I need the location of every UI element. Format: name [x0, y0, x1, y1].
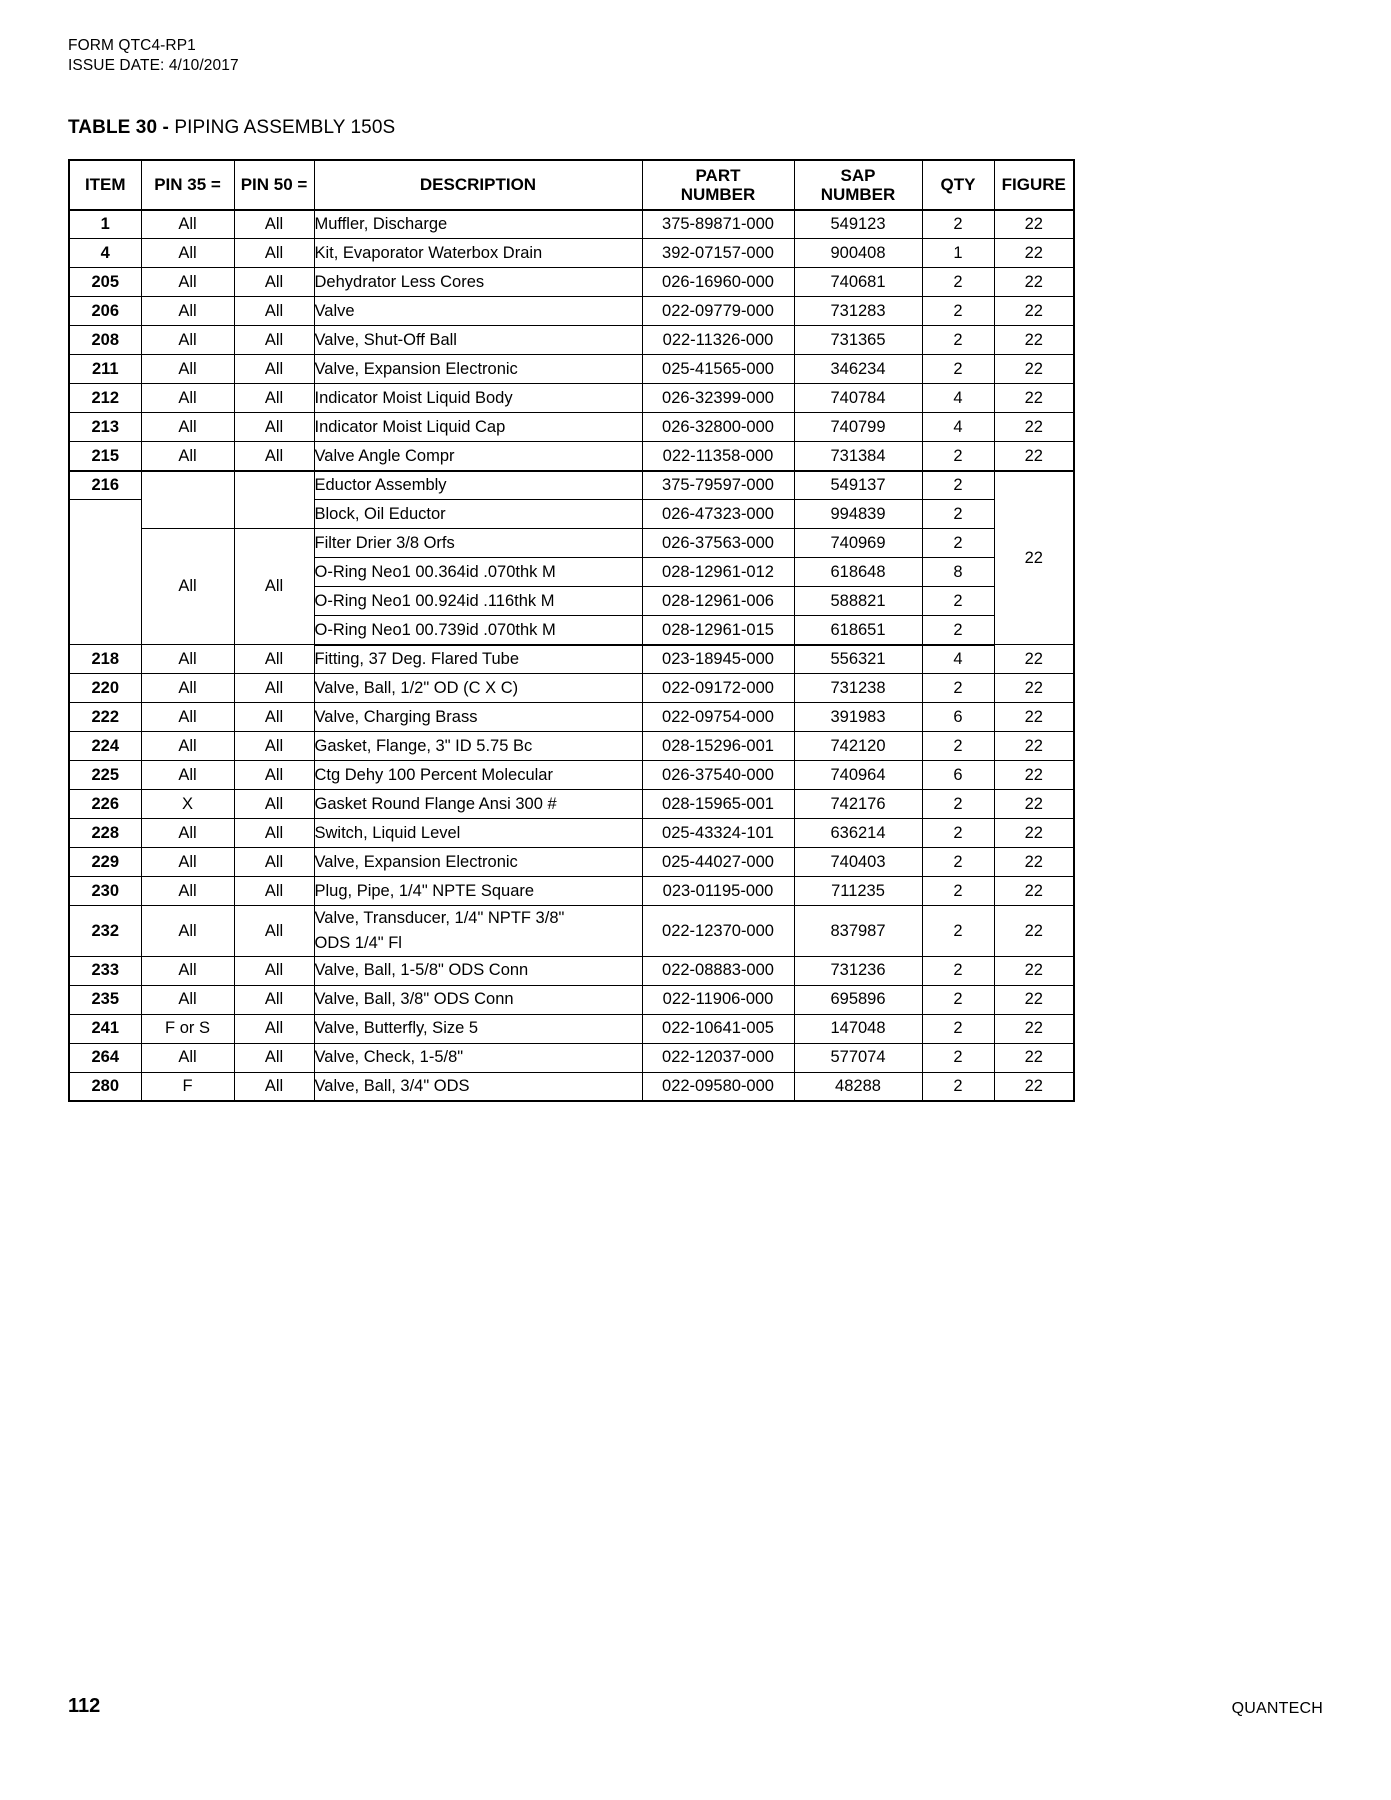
cell-part-number: 026-16960-000 [642, 268, 794, 297]
table-row-group-216 [69, 529, 1074, 558]
table-row [69, 297, 1074, 326]
cell-pin35: X [141, 790, 234, 819]
cell-description: Valve, Check, 1-5/8" [314, 1043, 642, 1072]
cell-qty: 6 [922, 703, 994, 732]
cell-sap-number: 147048 [794, 1014, 922, 1043]
cell-pin50: All [234, 239, 314, 268]
table-row [69, 674, 1074, 703]
cell-pin35: All [141, 355, 234, 384]
cell-sap-number: 742176 [794, 790, 922, 819]
cell-sap-number: 588821 [794, 587, 922, 616]
cell-qty: 2 [922, 529, 994, 558]
cell-part-number: 022-12370-000 [642, 906, 794, 957]
cell-description: O-Ring Neo1 00.364id .070thk M [314, 558, 642, 587]
table-title-label: TABLE 30 - [68, 116, 169, 138]
cell-part-number: 022-09754-000 [642, 703, 794, 732]
cell-description: Valve, Ball, 3/4" ODS [314, 1072, 642, 1101]
cell-description: Valve, Butterfly, Size 5 [314, 1014, 642, 1043]
cell-pin50: All [234, 674, 314, 703]
cell-pin35: All [141, 732, 234, 761]
cell-pin35: All [141, 326, 234, 355]
cell-qty: 6 [922, 761, 994, 790]
cell-description: O-Ring Neo1 00.924id .116thk M [314, 587, 642, 616]
cell-qty: 2 [922, 442, 994, 471]
cell-pin35: All [141, 442, 234, 471]
table-title-name: PIPING ASSEMBLY 150S [174, 116, 396, 138]
cell-item: 235 [69, 985, 141, 1014]
table-row-group-216 [69, 471, 1074, 500]
cell-sap-number: 618648 [794, 558, 922, 587]
cell-part-number: 028-12961-006 [642, 587, 794, 616]
cell-description: Fitting, 37 Deg. Flared Tube [314, 645, 642, 674]
cell-figure: 22 [994, 384, 1074, 413]
brand-name: QUANTECH [1231, 1700, 1323, 1717]
cell-description: Indicator Moist Liquid Cap [314, 413, 642, 442]
cell-qty: 2 [922, 1043, 994, 1072]
cell-sap-number: 740969 [794, 529, 922, 558]
cell-figure: 22 [994, 326, 1074, 355]
cell-qty: 4 [922, 645, 994, 674]
cell-sap-number: 391983 [794, 703, 922, 732]
cell-item: 4 [69, 239, 141, 268]
cell-description [314, 906, 642, 957]
cell-sap-number: 994839 [794, 500, 922, 529]
cell-pin50: All [234, 1043, 314, 1072]
cell-item: 222 [69, 703, 141, 732]
document-header [68, 36, 1323, 77]
cell-item: 226 [69, 790, 141, 819]
table-row [69, 819, 1074, 848]
issue-date: ISSUE DATE: 4/10/2017 [68, 57, 239, 75]
cell-figure: 22 [994, 985, 1074, 1014]
column-header-item: ITEM [69, 160, 141, 210]
cell-part-number: 028-15296-001 [642, 732, 794, 761]
cell-pin50: All [234, 956, 314, 985]
cell-sap-number: 740784 [794, 384, 922, 413]
cell-qty: 2 [922, 268, 994, 297]
cell-description: Valve Angle Compr [314, 442, 642, 471]
header-row [69, 160, 1074, 210]
cell-qty: 2 [922, 500, 994, 529]
table-row [69, 956, 1074, 985]
cell-figure: 22 [994, 268, 1074, 297]
form-code: FORM QTC4-RP1 [68, 37, 196, 54]
cell-pin35: All [141, 761, 234, 790]
cell-item: 241 [69, 1014, 141, 1043]
cell-qty: 2 [922, 674, 994, 703]
cell-item: 205 [69, 268, 141, 297]
cell-part-number: 026-32399-000 [642, 384, 794, 413]
cell-part-number: 026-37563-000 [642, 529, 794, 558]
cell-description: Muffler, Discharge [314, 210, 642, 239]
cell-qty: 2 [922, 326, 994, 355]
table-row [69, 384, 1074, 413]
column-header-part-number: PART NUMBER [642, 160, 794, 210]
cell-item: 224 [69, 732, 141, 761]
cell-figure: 22 [994, 355, 1074, 384]
page-footer [68, 1695, 1323, 1718]
cell-pin35-spacer [141, 471, 234, 529]
cell-sap-number: 618651 [794, 616, 922, 645]
cell-qty: 2 [922, 848, 994, 877]
cell-figure: 22 [994, 239, 1074, 268]
cell-figure: 22 [994, 761, 1074, 790]
cell-part-number: 025-41565-000 [642, 355, 794, 384]
cell-sap-number: 556321 [794, 645, 922, 674]
table-row [69, 326, 1074, 355]
page-number: 112 [68, 1695, 101, 1717]
cell-sap-number: 731236 [794, 956, 922, 985]
cell-part-number: 023-18945-000 [642, 645, 794, 674]
cell-description: Switch, Liquid Level [314, 819, 642, 848]
table-row [69, 985, 1074, 1014]
cell-pin35: All [141, 985, 234, 1014]
cell-pin50: All [234, 819, 314, 848]
cell-pin50-spacer [234, 471, 314, 529]
cell-description: Ctg Dehy 100 Percent Molecular [314, 761, 642, 790]
cell-pin35: All [141, 819, 234, 848]
cell-pin35: All [141, 413, 234, 442]
cell-description: Gasket, Flange, 3" ID 5.75 Bc [314, 732, 642, 761]
cell-part-number: 375-79597-000 [642, 471, 794, 500]
table-body [69, 210, 1074, 1102]
cell-pin35: All [141, 384, 234, 413]
cell-pin35: All [141, 210, 234, 239]
cell-pin50: All [234, 1014, 314, 1043]
cell-figure: 22 [994, 1072, 1074, 1101]
cell-pin35: All [141, 297, 234, 326]
cell-pin50: All [234, 906, 314, 957]
cell-qty: 2 [922, 616, 994, 645]
cell-pin35: All [141, 848, 234, 877]
cell-part-number: 026-47323-000 [642, 500, 794, 529]
column-header-figure: FIGURE [994, 160, 1074, 210]
description-line-1: Valve, Transducer, 1/4" NPTF 3/8" [314, 909, 565, 928]
cell-pin35: All [141, 239, 234, 268]
cell-part-number: 023-01195-000 [642, 877, 794, 906]
cell-sap-number: 837987 [794, 906, 922, 957]
cell-sap-number: 740799 [794, 413, 922, 442]
table-row [69, 1043, 1074, 1072]
cell-sap-number: 731365 [794, 326, 922, 355]
cell-qty: 2 [922, 471, 994, 500]
cell-part-number: 026-32800-000 [642, 413, 794, 442]
cell-qty: 2 [922, 790, 994, 819]
cell-part-number: 022-09779-000 [642, 297, 794, 326]
cell-figure: 22 [994, 471, 1074, 645]
cell-item: 230 [69, 877, 141, 906]
table-row [69, 268, 1074, 297]
cell-sap-number: 695896 [794, 985, 922, 1014]
cell-figure: 22 [994, 848, 1074, 877]
cell-part-number: 022-10641-005 [642, 1014, 794, 1043]
cell-figure: 22 [994, 645, 1074, 674]
cell-pin50: All [234, 985, 314, 1014]
cell-figure: 22 [994, 674, 1074, 703]
cell-figure: 22 [994, 790, 1074, 819]
cell-description: Valve [314, 297, 642, 326]
cell-description: Valve, Expansion Electronic [314, 848, 642, 877]
cell-sap-number: 549137 [794, 471, 922, 500]
table-row [69, 355, 1074, 384]
cell-qty: 4 [922, 413, 994, 442]
cell-pin50: All [234, 848, 314, 877]
cell-description: Gasket Round Flange Ansi 300 # [314, 790, 642, 819]
cell-qty: 2 [922, 877, 994, 906]
cell-description: Valve, Ball, 3/8" ODS Conn [314, 985, 642, 1014]
cell-figure: 22 [994, 1014, 1074, 1043]
table-row [69, 239, 1074, 268]
cell-pin35: All [141, 268, 234, 297]
cell-sap-number: 742120 [794, 732, 922, 761]
cell-pin35: All [141, 645, 234, 674]
column-header-pin35: PIN 35 = [141, 160, 234, 210]
cell-pin50: All [234, 413, 314, 442]
cell-item: 225 [69, 761, 141, 790]
cell-part-number: 392-07157-000 [642, 239, 794, 268]
cell-part-number: 026-37540-000 [642, 761, 794, 790]
cell-figure: 22 [994, 1043, 1074, 1072]
cell-item: 211 [69, 355, 141, 384]
cell-item: 216 [69, 471, 141, 500]
table-row [69, 210, 1074, 239]
cell-description: Indicator Moist Liquid Body [314, 384, 642, 413]
cell-sap-number: 346234 [794, 355, 922, 384]
cell-figure: 22 [994, 210, 1074, 239]
cell-pin50: All [234, 297, 314, 326]
cell-description: Valve, Charging Brass [314, 703, 642, 732]
cell-item: 213 [69, 413, 141, 442]
cell-sap-number: 549123 [794, 210, 922, 239]
cell-item: 280 [69, 1072, 141, 1101]
cell-item: 229 [69, 848, 141, 877]
cell-item: 212 [69, 384, 141, 413]
table-row [69, 1014, 1074, 1043]
table-row [69, 413, 1074, 442]
parts-table [68, 159, 1075, 1103]
table-row [69, 732, 1074, 761]
cell-figure: 22 [994, 732, 1074, 761]
cell-sap-number: 740964 [794, 761, 922, 790]
cell-part-number: 028-15965-001 [642, 790, 794, 819]
cell-description: Kit, Evaporator Waterbox Drain [314, 239, 642, 268]
table-row [69, 703, 1074, 732]
cell-qty: 2 [922, 297, 994, 326]
cell-part-number: 375-89871-000 [642, 210, 794, 239]
cell-pin50: All [234, 1072, 314, 1101]
cell-sap-number: 740403 [794, 848, 922, 877]
table-header [69, 160, 1074, 210]
cell-qty: 2 [922, 956, 994, 985]
column-header-qty: QTY [922, 160, 994, 210]
cell-pin35: F [141, 1072, 234, 1101]
cell-pin50: All [234, 732, 314, 761]
cell-description: Dehydrator Less Cores [314, 268, 642, 297]
table-row [69, 442, 1074, 471]
cell-pin50: All [234, 326, 314, 355]
cell-description: Filter Drier 3/8 Orfs [314, 529, 642, 558]
column-header-description: DESCRIPTION [314, 160, 642, 210]
cell-description: Valve, Ball, 1/2" OD (C X C) [314, 674, 642, 703]
cell-item: 206 [69, 297, 141, 326]
cell-qty: 8 [922, 558, 994, 587]
cell-part-number: 022-11326-000 [642, 326, 794, 355]
table-row [69, 761, 1074, 790]
cell-pin35: All [141, 674, 234, 703]
cell-qty: 1 [922, 239, 994, 268]
cell-pin35: All [141, 906, 234, 957]
cell-description: Valve, Shut-Off Ball [314, 326, 642, 355]
cell-part-number: 025-44027-000 [642, 848, 794, 877]
cell-sap-number: 900408 [794, 239, 922, 268]
cell-figure: 22 [994, 413, 1074, 442]
cell-pin35: All [141, 529, 234, 645]
cell-qty: 2 [922, 985, 994, 1014]
cell-figure: 22 [994, 703, 1074, 732]
cell-part-number: 022-09580-000 [642, 1072, 794, 1101]
cell-pin35: All [141, 1043, 234, 1072]
table-row [69, 1072, 1074, 1101]
cell-figure: 22 [994, 297, 1074, 326]
cell-figure: 22 [994, 877, 1074, 906]
cell-description: Valve, Ball, 1-5/8" ODS Conn [314, 956, 642, 985]
cell-sap-number: 636214 [794, 819, 922, 848]
table-row [69, 645, 1074, 674]
cell-item: 218 [69, 645, 141, 674]
column-header-sap-number: SAP NUMBER [794, 160, 922, 210]
cell-part-number: 028-12961-012 [642, 558, 794, 587]
cell-qty: 4 [922, 384, 994, 413]
description-line-2: ODS 1/4" Fl [314, 934, 402, 953]
cell-figure: 22 [994, 442, 1074, 471]
cell-sap-number: 48288 [794, 1072, 922, 1101]
cell-part-number: 022-11358-000 [642, 442, 794, 471]
cell-pin35: F or S [141, 1014, 234, 1043]
cell-pin50: All [234, 790, 314, 819]
cell-item: 233 [69, 956, 141, 985]
cell-description: Valve, Expansion Electronic [314, 355, 642, 384]
column-header-pin50: PIN 50 = [234, 160, 314, 210]
table-row [69, 790, 1074, 819]
cell-qty: 2 [922, 210, 994, 239]
cell-pin50: All [234, 442, 314, 471]
cell-pin50: All [234, 877, 314, 906]
cell-sap-number: 731238 [794, 674, 922, 703]
cell-description: Plug, Pipe, 1/4" NPTE Square [314, 877, 642, 906]
cell-qty: 2 [922, 732, 994, 761]
cell-pin50: All [234, 355, 314, 384]
cell-pin35: All [141, 877, 234, 906]
cell-sap-number: 740681 [794, 268, 922, 297]
cell-item: 215 [69, 442, 141, 471]
cell-item: 1 [69, 210, 141, 239]
cell-description: Block, Oil Eductor [314, 500, 642, 529]
cell-pin50: All [234, 384, 314, 413]
cell-description: O-Ring Neo1 00.739id .070thk M [314, 616, 642, 645]
cell-qty: 2 [922, 355, 994, 384]
cell-pin50: All [234, 268, 314, 297]
cell-pin35: All [141, 956, 234, 985]
cell-pin50: All [234, 645, 314, 674]
cell-item: 220 [69, 674, 141, 703]
cell-figure: 22 [994, 906, 1074, 957]
cell-item: 208 [69, 326, 141, 355]
cell-pin50: All [234, 761, 314, 790]
cell-part-number: 022-08883-000 [642, 956, 794, 985]
cell-part-number: 025-43324-101 [642, 819, 794, 848]
cell-sap-number: 731283 [794, 297, 922, 326]
cell-pin50: All [234, 703, 314, 732]
cell-qty: 2 [922, 906, 994, 957]
cell-qty: 2 [922, 587, 994, 616]
cell-item-spacer [69, 500, 141, 645]
cell-part-number: 022-09172-000 [642, 674, 794, 703]
cell-item: 264 [69, 1043, 141, 1072]
cell-part-number: 022-12037-000 [642, 1043, 794, 1072]
cell-sap-number: 731384 [794, 442, 922, 471]
table-row [69, 877, 1074, 906]
cell-description: Eductor Assembly [314, 471, 642, 500]
table-title [68, 117, 1323, 139]
table-row [69, 848, 1074, 877]
cell-pin50: All [234, 529, 314, 645]
cell-item: 232 [69, 906, 141, 957]
cell-figure: 22 [994, 819, 1074, 848]
cell-sap-number: 577074 [794, 1043, 922, 1072]
cell-figure: 22 [994, 956, 1074, 985]
cell-item: 228 [69, 819, 141, 848]
table-row-232 [69, 906, 1074, 957]
cell-pin50: All [234, 210, 314, 239]
cell-part-number: 028-12961-015 [642, 616, 794, 645]
cell-qty: 2 [922, 819, 994, 848]
cell-sap-number: 711235 [794, 877, 922, 906]
cell-part-number: 022-11906-000 [642, 985, 794, 1014]
cell-qty: 2 [922, 1014, 994, 1043]
cell-pin35: All [141, 703, 234, 732]
cell-qty: 2 [922, 1072, 994, 1101]
